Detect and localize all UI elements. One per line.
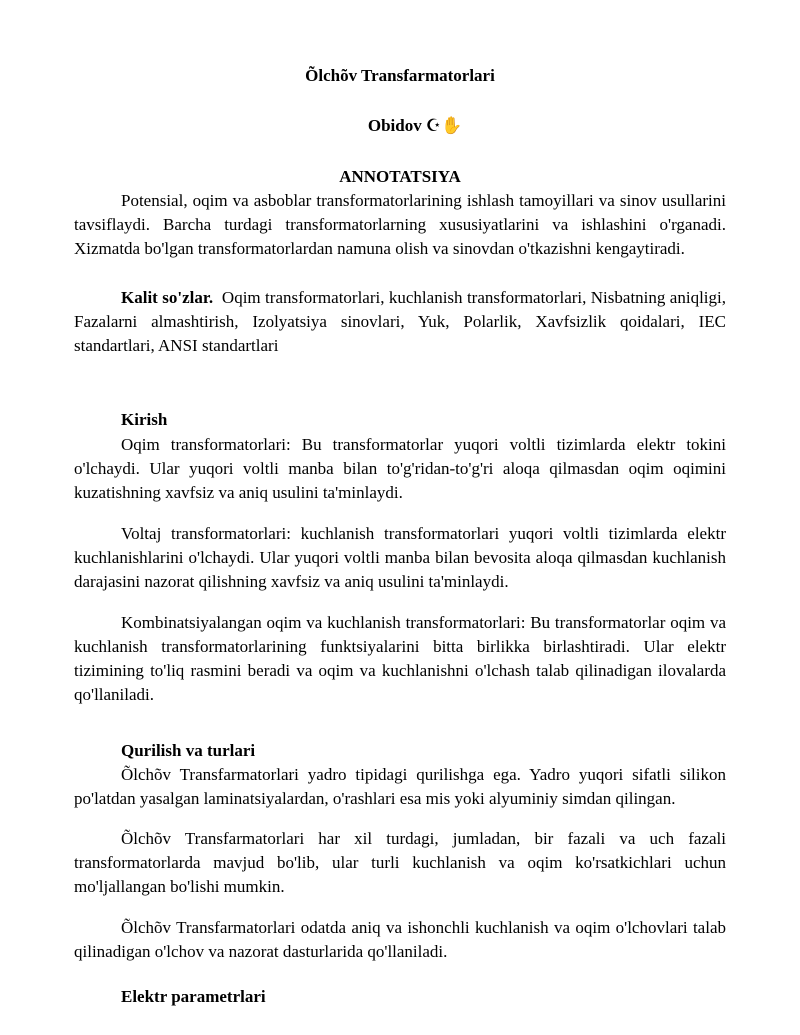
keywords-text: Oqim transformatorlari, kuchlanish transformatorlari, Nisbatning aniqligi, Fazalarni almashtirish, Izolyatsiya sinovlari, Yuk, Polarlik, Xavfsizlik qoidalari, IEC standartlari, ANSI standartlari [74,288,726,355]
intro-paragraph: Voltaj transformatorlari: kuchlanish transformatorlari yuqori voltli tizimlarda elektr kuchlanishlarini o'lchaydi. Ular yuqori voltli manba bilan bevosita aloqa qilmasdan kuchlanish darajasini nazorat qilishning xavfsiz va aniq usulini ta'minlaydi. [74,524,726,591]
construction-paragraph: Õlchõv Transfarmatorlari yadro tipidagi qurilishga ega. Yadro yuqori sifatli silikon po'latdan yasalgan laminatsiyalardan, o'rashlari esa mis yoki alyuminiy simdan qilingan. [74,765,726,808]
author-symbol-icon: ☪✋ [425,116,463,135]
author-line [0,116,800,136]
intro-paragraph: Kombinatsiyalangan oqim va kuchlanish transformatorlari: Bu transformatorlar oqim va kuchlanish transformatorlarining funktsiyalarini bitta birlikka birlashtiradi. Ular elektr tizimining to'liq rasmini beradi va oqim va kuchlanishni o'lchash talab qilinadigan ilovalarda qo'llaniladi. [74,613,726,704]
author-name: Obidov [367,116,422,135]
keywords-paragraph [74,286,726,358]
abstract-text: Potensial, oqim va asboblar transformatorlarining ishlash tamoyillari va sinov usullarini tavsiflaydi. Barcha turdagi transformatorlarning xususiyatlarini va ishlashini o'rganadi. Xizmatda bo'lgan transformatorlardan namuna olish va sinovdan o'tkazishni kengaytiradi. [74,191,726,258]
section-heading-electrical: Elektr parametrlari [121,987,266,1006]
section-heading-intro: Kirish [121,410,168,429]
keywords-label: Kalit so'zlar. [121,288,214,307]
abstract-heading: ANNOTATSIYA [339,167,461,186]
intro-paragraph: Oqim transformatorlari: Bu transformatorlar yuqori voltli tizimlarda elektr tokini o'lchaydi. Ular yuqori voltli manba bilan to'g'ridan-to'g'ri aloqa qilmasdan oqim oqimini kuzatishning xavfsiz va aniq usulini ta'minlaydi. [74,435,726,502]
document-title: Õlchõv Transfarmatorlari [305,66,495,85]
construction-paragraph: Õlchõv Transfarmatorlari odatda aniq va ishonchli kuchlanish va oqim o'lchovlari talab qilinadigan o'lchov va nazorat dasturlarida qo'llaniladi. [74,918,726,961]
construction-paragraph: Õlchõv Transfarmatorlari har xil turdagi, jumladan, bir fazali va uch fazali transformatorlarda mavjud bo'lib, ular turli kuchlanish va oqim ko'rsatkichlari uchun mo'ljallangan bo'lishi mumkin. [74,829,726,896]
section-heading-construction: Qurilish va turlari [121,741,256,760]
